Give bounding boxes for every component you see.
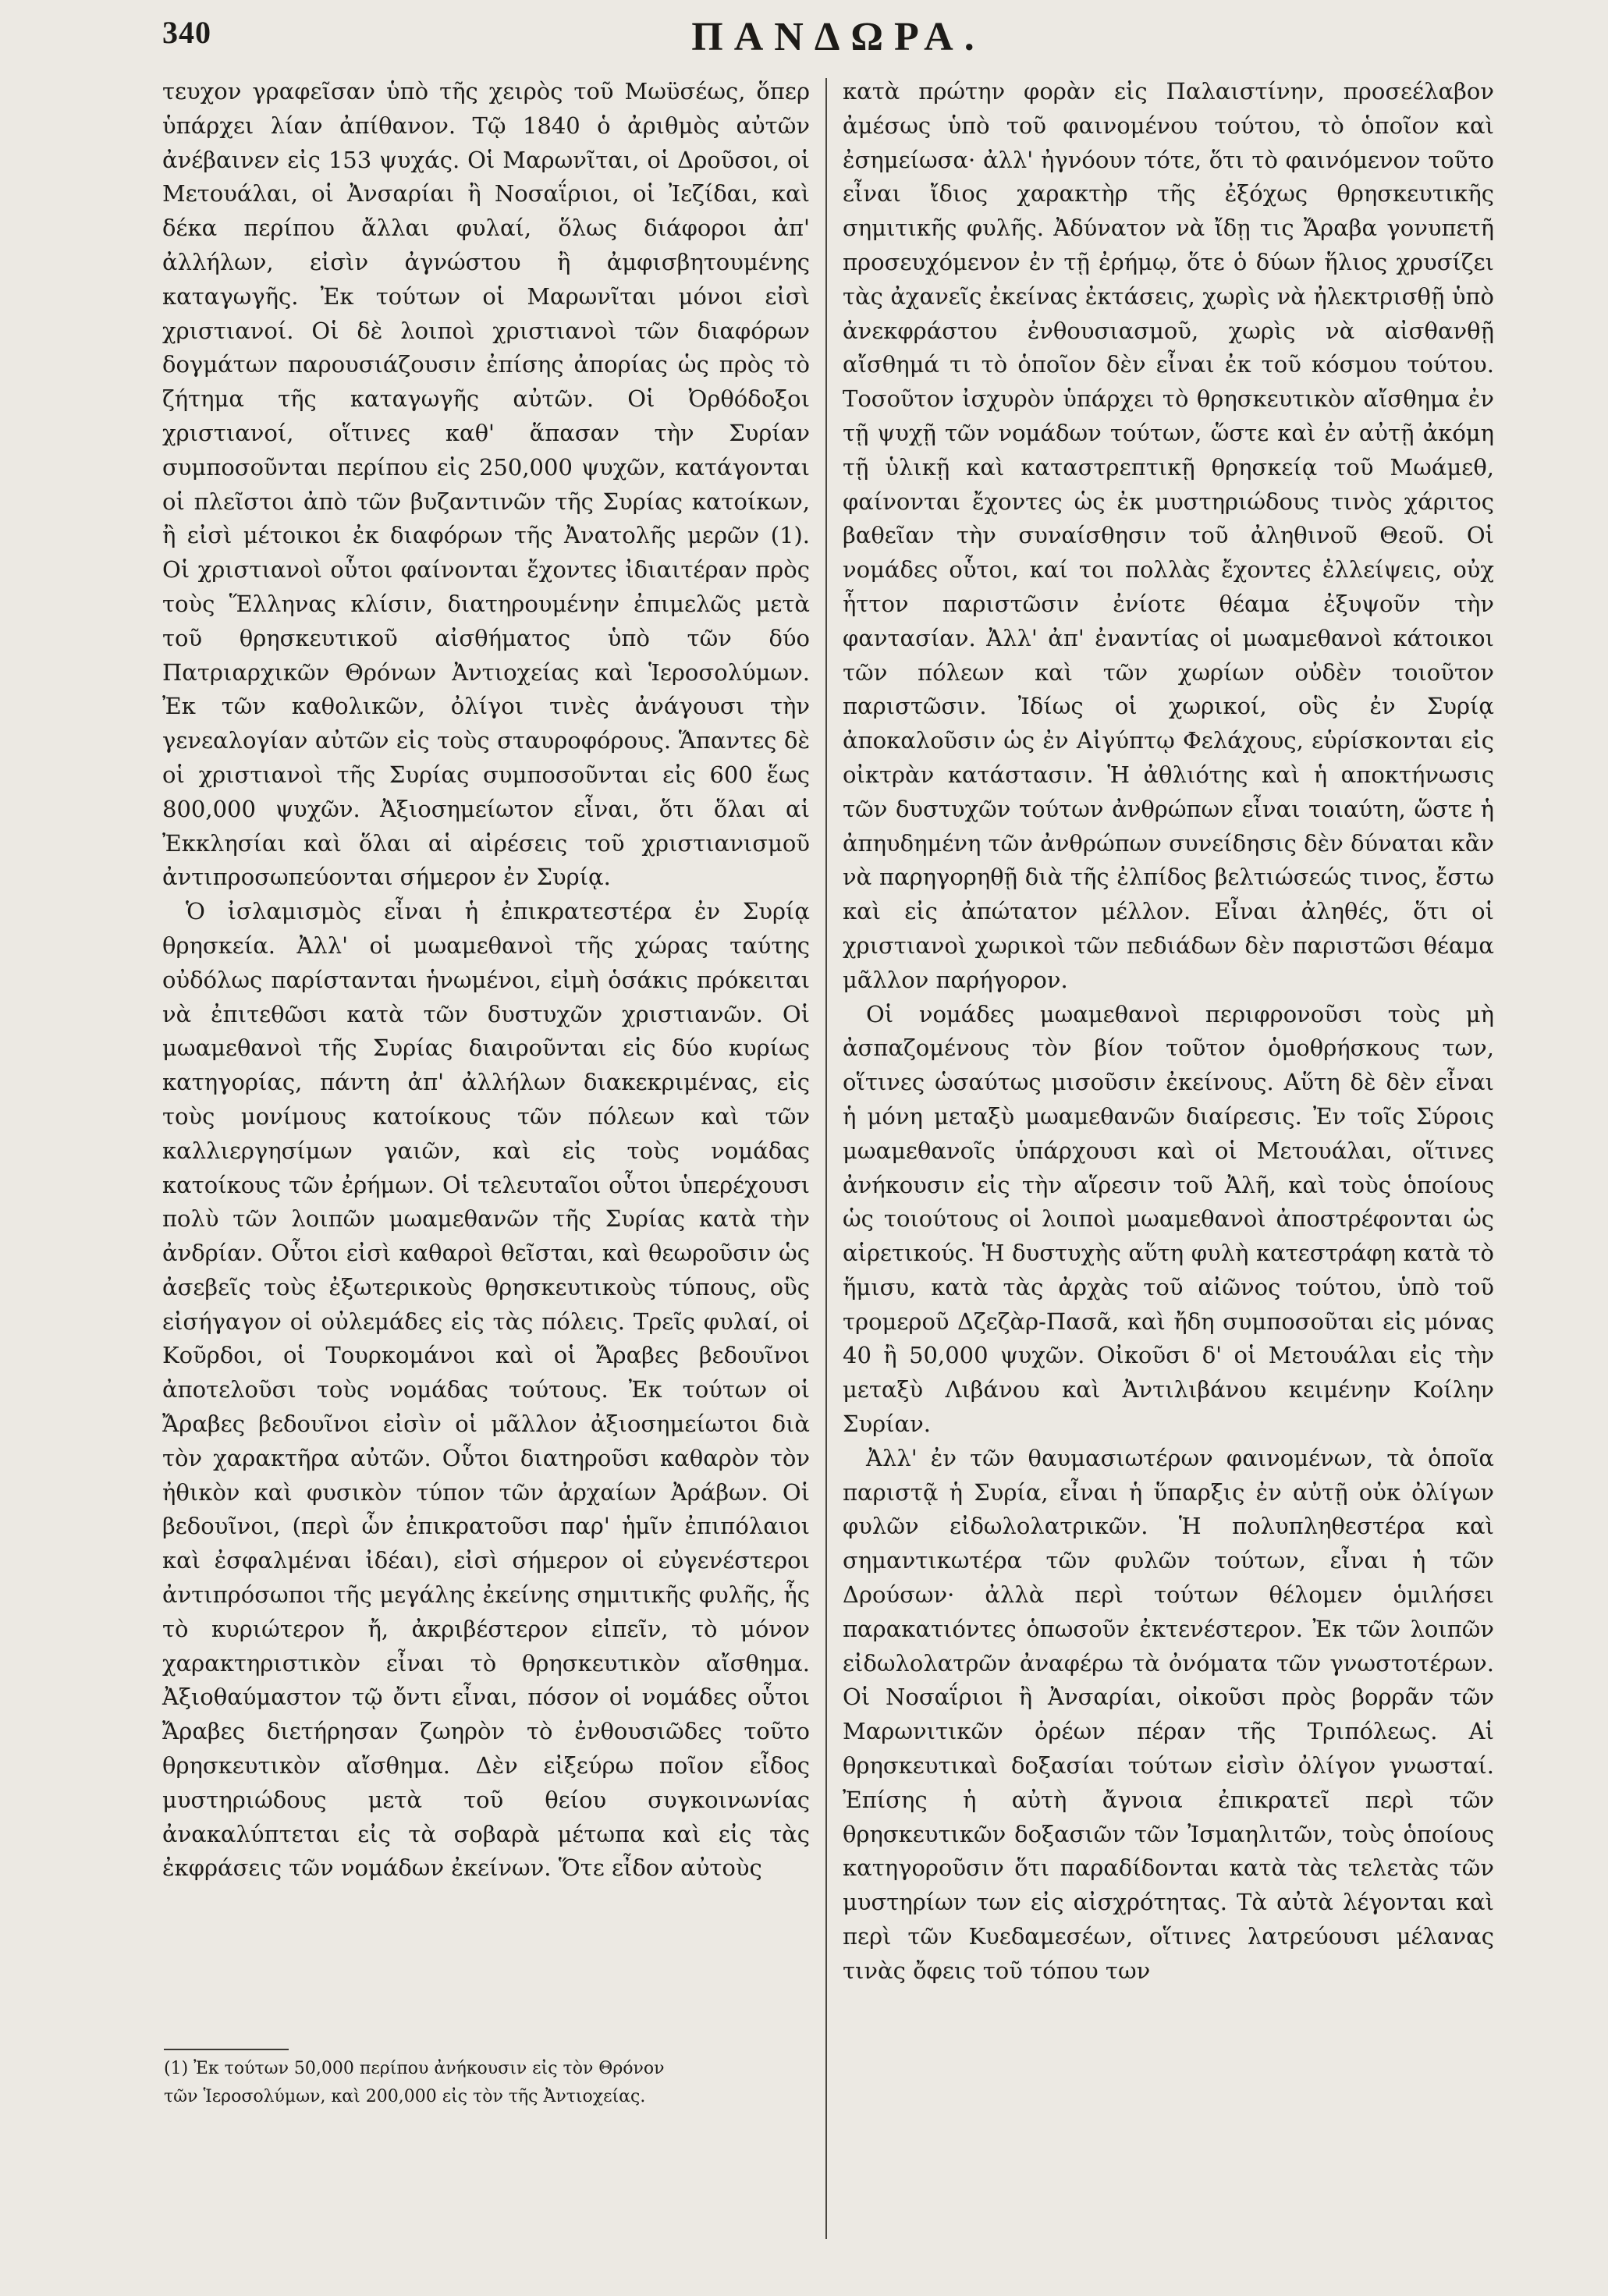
footnote-rule — [164, 2049, 289, 2050]
column-divider — [825, 78, 827, 2239]
left-paragraph-1: τευχον γραφεῖσαν ὑπὸ τῆς χειρὸς τοῦ Μωϋσέως, ὅπερ ὑπάρχει λίαν ἀπίθανον. Τῷ 1840 ὁ ἀριθμὸς αὐτῶν ἀνέβαινεν εἰς 153 ψυχάς. Οἱ Μαρωνῖται, οἱ Δροῦσοι, οἱ Μετουάλαι, οἱ Ἀνσαρίαι ἢ Νοσαΐριοι, οἱ Ἰεζίδαι, καὶ δέκα περίπου ἄλλαι φυλαί, ὅλως διάφοροι ἀπ' ἀλλήλων, εἰσὶν ἀγνώστου ἢ ἀμφισβητουμένης καταγωγῆς. Ἐκ τούτων οἱ Μαρωνῖται μόνοι εἰσὶ χριστιανοί. Οἱ δὲ λοιποὶ χριστιανοὶ τῶν διαφόρων δογμάτων παρουσιάζουσιν ἐπίσης ἀπορίας ὡς πρὸς τὸ ζήτημα τῆς καταγωγῆς αὐτῶν. Οἱ Ὀρθόδοξοι χριστιανοί, οἵτινες καθ' ἅπασαν τὴν Συρίαν συμποσοῦνται περίπου εἰς 250,000 ψυχῶν, κατάγονται οἱ πλεῖστοι ἀπὸ τῶν βυζαντινῶν τῆς Συρίας κατοίκων, ἢ εἰσὶ μέτοικοι ἐκ διαφόρων τῆς Ἀνατολῆς μερῶν (1). Οἱ χριστιανοὶ οὗτοι φαίνονται ἔχοντες ἰδιαιτέραν πρὸς τοὺς Ἕλληνας κλίσιν, διατηρουμένην ἐπιμελῶς μετὰ τοῦ θρησκευτικοῦ αἰσθήματος ὑπὸ τῶν δύο Πατριαρχικῶν Θρόνων Ἀντιοχείας καὶ Ἱεροσολύμων. Ἐκ τῶν καθολικῶν, ὀλίγοι τινὲς ἀνάγουσι τὴν γενεαλογίαν αὐτῶν εἰς τοὺς σταυροφόρους. Ἅπαντες δὲ οἱ χριστιανοὶ τῆς Συρίας συμποσοῦνται εἰς 600 ἕως 800,000 ψυχῶν. Ἀξιοσημείωτον εἶναι, ὅτι ὅλαι αἱ Ἐκκλησίαι καὶ ὅλαι αἱ αἱρέσεις τοῦ χριστιανισμοῦ ἀντιπροσωπεύονται σήμερον ἐν Συρίᾳ. — [162, 78, 810, 891]
page-number: 340 — [162, 15, 211, 50]
left-column — [162, 75, 810, 2025]
footnote-line-1: (1) Ἐκ τούτων 50,000 περίπου ἀνήκουσιν εἰς τὸν Θρόνον — [164, 2059, 665, 2078]
footnote — [164, 2055, 811, 2111]
left-paragraph-2: Ὁ ἰσλαμισμὸς εἶναι ἡ ἐπικρατεστέρα ἐν Συρίᾳ θρησκεία. Ἀλλ' οἱ μωαμεθανοὶ τῆς χώρας ταύτης οὐδόλως παρίστανται ἡνωμένοι, εἰμὴ ὁσάκις πρόκειται νὰ ἐπιτεθῶσι κατὰ τῶν δυστυχῶν χριστιανῶν. Οἱ μωαμεθανοὶ τῆς Συρίας διαιροῦνται εἰς δύο κυρίως κατηγορίας, πάντη ἀπ' ἀλλήλων διακεκριμένας, εἰς τοὺς μονίμους κατοίκους τῶν πόλεων καὶ τῶν καλλιεργησίμων γαιῶν, καὶ εἰς τοὺς νομάδας κατοίκους τῶν ἐρήμων. Οἱ τελευταῖοι οὗτοι ὑπερέχουσι πολὺ τῶν λοιπῶν μωαμεθανῶν τῆς Συρίας κατὰ τὴν ἀνδρίαν. Οὗτοι εἰσὶ καθαροὶ θεῖσται, καὶ θεωροῦσιν ὡς ἀσεβεῖς τοὺς ἐξωτερικοὺς θρησκευτικοὺς τύπους, οὓς εἰσήγαγον οἱ οὐλεμάδες εἰς τὰς πόλεις. Τρεῖς φυλαί, οἱ Κοῦρδοι, οἱ Τουρκομάνοι καὶ οἱ Ἄραβες βεδουῖνοι ἀποτελοῦσι τοὺς νομάδας τούτους. Ἐκ τούτων οἱ Ἄραβες βεδουῖνοι εἰσὶν οἱ μᾶλλον ἀξιοσημείωτοι διὰ τὸν χαρακτῆρα αὐτῶν. Οὗτοι διατηροῦσι καθαρὸν τὸν ἠθικὸν καὶ φυσικὸν τύπον τῶν ἀρχαίων Ἀράβων. Οἱ βεδουῖνοι, (περὶ ὧν ἐπικρατοῦσι παρ' ἡμῖν ἐπιπόλαιοι καὶ ἐσφαλμέναι ἰδέαι), εἰσὶ σήμερον οἱ εὐγενέστεροι ἀντιπρόσωποι τῆς μεγάλης ἐκείνης σημιτικῆς φυλῆς, ἧς τὸ κυριώτερον ἤ, ἀκριβέστερον εἰπεῖν, τὸ μόνον χαρακτηριστικὸν εἶναι τὸ θρησκευτικὸν αἴσθημα. Ἀξιοθαύμαστον τῷ ὄντι εἶναι, πόσον οἱ νομάδες οὗτοι Ἄραβες διετήρησαν ζωηρὸν τὸ ἐνθουσιῶδες τοῦτο θρησκευτικὸν αἴσθημα. Δὲν εἰξεύρω ποῖον εἶδος μυστηριώδους μετὰ τοῦ θείου συγκοινωνίας ἀνακαλύπτεται εἰς τὰ σοβαρὰ μέτωπα καὶ εἰς τὰς ἐκφράσεις τῶν νομάδων ἐκείνων. Ὅτε εἶδον αὐτοὺς — [162, 898, 810, 1882]
right-paragraph-2: Οἱ νομάδες μωαμεθανοὶ περιφρονοῦσι τοὺς μὴ ἀσπαζομένους τὸν βίον τοῦτον ὁμοθρήσκους των, οἵτινες ὡσαύτως μισοῦσιν ἐκείνους. Αὕτη δὲ δὲν εἶναι ἡ μόνη μεταξὺ μωαμεθανῶν διαίρεσις. Ἐν τοῖς Σύροις μωαμεθανοῖς ὑπάρχουσι καὶ οἱ Μετουάλαι, οἵτινες ἀνήκουσιν εἰς τὴν αἵρεσιν τοῦ Ἀλῆ, καὶ τοὺς ὁποίους ὡς τοιούτους οἱ λοιποὶ μωαμεθανοὶ ἀποστρέφονται ὡς αἱρετικούς. Ἡ δυστυχὴς αὕτη φυλὴ κατεστράφη κατὰ τὸ ἥμισυ, κατὰ τὰς ἀρχὰς τοῦ αἰῶνος τούτου, ὑπὸ τοῦ τρομεροῦ Δζεζὰρ-Πασᾶ, καὶ ἤδη συμποσοῦται εἰς μόνας 40 ἢ 50,000 ψυχῶν. Οἰκοῦσι δ' οἱ Μετουάλαι εἰς τὴν μεταξὺ Λιβάνου καὶ Ἀντιλιβάνου κειμένην Κοίλην Συρίαν. — [843, 1000, 1494, 1438]
footnote-line-2: τῶν Ἱεροσολύμων, καὶ 200,000 εἰς τὸν τῆς Ἀντιοχείας. — [164, 2087, 646, 2106]
right-column — [843, 75, 1494, 2267]
running-title: ΠΑΝΔΩΡΑ. — [691, 15, 985, 59]
right-paragraph-1: κατὰ πρώτην φορὰν εἰς Παλαιστίνην, προσεέλαβον ἀμέσως ὑπὸ τοῦ φαινομένου τούτου, τὸ ὁποῖον καὶ ἐσημείωσα· ἀλλ' ἠγνόουν τότε, ὅτι τὸ φαινόμενον τοῦτο εἶναι ἴδιος χαρακτὴρ τῆς ἐξόχως θρησκευτικῆς σημιτικῆς φυλῆς. Ἀδύνατον νὰ ἴδῃ τις Ἄραβα γονυπετῆ προσευχόμενον ἐν τῇ ἐρήμῳ, ὅτε ὁ δύων ἥλιος χρυσίζει τὰς ἀχανεῖς ἐκείνας ἐκτάσεις, χωρὶς νὰ ἠλεκτρισθῇ ὑπὸ ἀνεκφράστου ἐνθουσιασμοῦ, χωρὶς νὰ αἰσθανθῇ αἴσθημά τι τὸ ὁποῖον δὲν εἶναι ἐκ τοῦ κόσμου τούτου. Τοσοῦτον ἰσχυρὸν ὑπάρχει τὸ θρησκευτικὸν αἴσθημα ἐν τῇ ψυχῇ τῶν νομάδων τούτων, ὥστε καὶ ἐν αὐτῇ ἀκόμη τῇ ὑλικῇ καὶ καταστρεπτικῇ θρησκείᾳ τοῦ Μωάμεθ, φαίνονται ἔχοντες ὡς ἐκ μυστηριώδους τινὸς χάριτος βαθεῖαν τὴν συναίσθησιν τοῦ ἀληθινοῦ Θεοῦ. Οἱ νομάδες οὗτοι, καί τοι πολλὰς ἔχοντες ἐλλείψεις, οὐχ ἧττον παριστῶσιν ἐνίοτε θέαμα ἐξυψοῦν τὴν φαντασίαν. Ἀλλ' ἀπ' ἐναντίας οἱ μωαμεθανοὶ κάτοικοι τῶν πόλεων καὶ τῶν χωρίων οὐδὲν τοιοῦτον παριστῶσιν. Ἰδίως οἱ χωρικοί, οὓς ἐν Συρίᾳ ἀποκαλοῦσιν ὡς ἐν Αἰγύπτῳ Φελάχους, εὑρίσκονται εἰς οἰκτρὰν κατάστασιν. Ἡ ἀθλιότης καὶ ἡ αποκτήνωσις τῶν δυστυχῶν τούτων ἀνθρώπων εἶναι τοιαύτη, ὥστε ἡ ἀπηυδημένη τῶν ἀνθρώπων συνείδησις δὲν δύναται κἂν νὰ παρηγορηθῇ διὰ τῆς ἐλπίδος βελτιώσεώς τινος, ἔστω καὶ εἰς ἀπώτατον μέλλον. Εἶναι ἀληθές, ὅτι οἱ χριστιανοὶ χωρικοὶ τῶν πεδιάδων δὲν παριστῶσι θέαμα μᾶλλον παρήγορον. — [843, 78, 1494, 993]
page-header — [162, 14, 1514, 64]
right-paragraph-3: Ἀλλ' ἐν τῶν θαυμασιωτέρων φαινομένων, τὰ ὁποῖα παριστᾷ ἡ Συρία, εἶναι ἡ ὕπαρξις ἐν αὐτῇ οὐκ ὀλίγων φυλῶν εἰδωλολατρικῶν. Ἡ πολυπληθεστέρα καὶ σημαντικωτέρα τῶν φυλῶν τούτων, εἶναι ἡ τῶν Δρούσων· ἀλλὰ περὶ τούτων θέλομεν ὁμιλήσει παρακατιόντες ὁπωσοῦν ἐκτενέστερον. Ἐκ τῶν λοιπῶν εἰδωλολατρῶν ἀναφέρω τὰ ὀνόματα τῶν γνωστοτέρων. Οἱ Νοσαΐριοι ἢ Ἀνσαρίαι, οἰκοῦσι πρὸς βορρᾶν τῶν Μαρωνιτικῶν ὀρέων πέραν τῆς Τριπόλεως. Αἱ θρησκευτικαὶ δοξασίαι τούτων εἰσὶν ὀλίγον γνωσταί. Ἐπίσης ἡ αὐτὴ ἄγνοια ἐπικρατεῖ περὶ τῶν θρησκευτικῶν δοξασιῶν τῶν Ἰσμαηλιτῶν, τοὺς ὁποίους κατηγοροῦσιν ὅτι παραδίδονται κατὰ τὰς τελετὰς τῶν μυστηρίων των εἰς αἰσχρότητας. Τὰ αὐτὰ λέγονται καὶ περὶ τῶν Κυεδαμεσέων, οἵτινες λατρεύουσι μέλανας τινὰς ὄφεις τοῦ τόπου των — [843, 1444, 1494, 1984]
